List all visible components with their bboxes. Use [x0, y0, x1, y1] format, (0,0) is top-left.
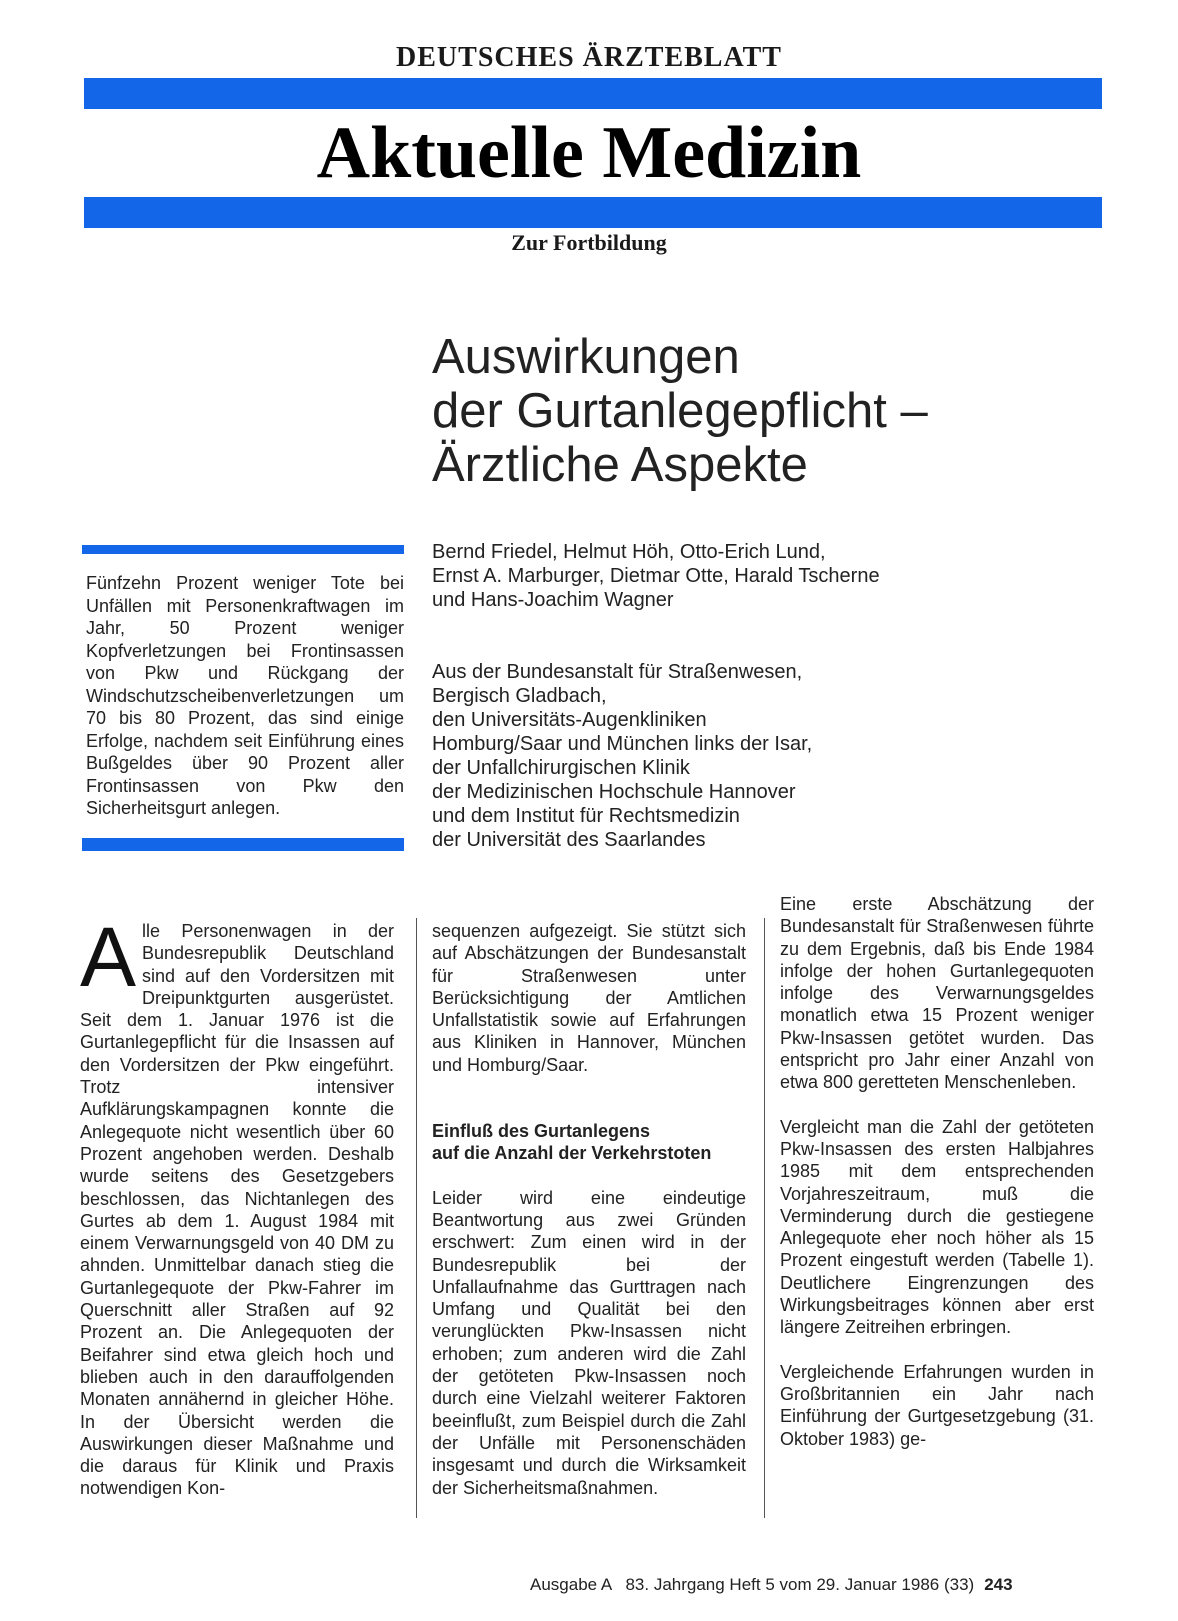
column-divider: [416, 918, 417, 1518]
column-divider: [764, 918, 765, 1518]
paragraph: [80, 910, 394, 1500]
article-title: [432, 330, 1132, 492]
abstract-bar-top: [82, 545, 404, 554]
section-title: Aktuelle Medizin: [316, 112, 862, 194]
paragraph-text: lle Personenwagen in der Bundesrepublik Deutschland sind auf den Vordersitzen mit Dreipunktgurten ausgerüstet. Seit dem 1. Januar 1976 ist die Gurtanlegepflicht für die Insassen auf den Vordersitzen der Pkw eingeführt. Trotz intensiver Aufklärungskampagnen konnte die Anlegequote nicht wesentlich über 60 Prozent angehoben werden. Deshalb wurde seitens des Gesetzgebers beschlossen, das Nichtanlegen des Gurtes ab dem 1. August 1984 mit einem Verwarnungsgeld von 40 DM zu ahnden. Unmittelbar danach stieg die Gurtanlegequote der Pkw-Fahrer im Querschnitt aller Straßen auf 92 Prozent an. Die Anlegequoten der Beifahrer sind etwa gleich hoch und blieben auch in den darauffolgenden Monaten annähernd in gleicher Höhe. In der Übersicht werden die Auswirkungen dieser Maßnahme und die daraus für Klinik und Praxis notwendigen Kon-: [80, 921, 394, 1499]
institution-line: Aus der Bundesanstalt für Straßenwesen,: [432, 661, 803, 683]
abstract-text: Fünfzehn Prozent weniger Tote bei Unfällen mit Personenkraftwagen im Jahr, 50 Prozent weniger Kopfverletzungen bei Frontinsassen von Pkw und Rückgang der Windschutzscheibenverletzungen um 70 bis 80 Prozent, das sind einige Erfolge, nachdem seit Einführung eines Bußgeldes über 90 Prozent aller Frontinsassen von Pkw den Sicherheitsgurt anlegen.: [86, 573, 404, 818]
section-subtitle: Zur Fortbildung: [511, 230, 667, 255]
issue-info: Ausgabe A 83. Jahrgang Heft 5 vom 29. Januar 1986 (33): [530, 1575, 975, 1594]
author-line: und Hans-Joachim Wagner: [432, 589, 674, 611]
title-line: der Gurtanlegepflicht –: [432, 384, 928, 438]
page-footer: [530, 1575, 1013, 1595]
author-line: Bernd Friedel, Helmut Höh, Otto-Erich Lund,: [432, 541, 826, 563]
body-column-3: [780, 893, 1094, 1450]
body-column-1: [80, 910, 394, 1500]
body-column-2: [432, 920, 746, 1499]
institution-line: den Universitäts-Augenkliniken: [432, 709, 707, 731]
institution-line: der Medizinischen Hochschule Hannover: [432, 781, 796, 803]
drop-cap: A: [80, 910, 137, 1004]
section-heading: [432, 1120, 746, 1165]
institution-line: und dem Institut für Rechtsmedizin: [432, 805, 740, 827]
paragraph: Vergleichende Erfahrungen wurden in Großbritannien ein Jahr nach Einführung der Gurtgesetzgebung (31. Oktober 1983) ge-: [780, 1361, 1094, 1449]
paragraph: Vergleicht man die Zahl der getöteten Pkw-Insassen des ersten Halbjahres 1985 mit dem entsprechenden Vorjahreszeitraum, muß die Verminderung durch die gestiegene Anlegequote eher noch höher als 15 Prozent eingestuft werden (Tabelle 1). Deutlichere Eingrenzungen des Wirkungsbeitrages können aber erst längere Zeitreihen erbringen.: [780, 1116, 1094, 1338]
heading-line: Einfluß des Gurtanlegens: [432, 1121, 651, 1142]
page-number: 243: [984, 1575, 1013, 1594]
paragraph: Eine erste Abschätzung der Bundesanstalt für Straßenwesen führte zu dem Ergebnis, daß bis Ende 1984 infolge der hohen Gurtanlegequoten infolge des Verwarnungsgeldes monatlich etwa 15 Prozent weniger Pkw-Insassen getötet wurden. Das entspricht pro Jahr einer Anzahl von etwa 800 geretteten Menschenleben.: [780, 894, 1094, 1093]
header-blue-bar-bottom: [84, 197, 1102, 228]
header-blue-bar-top: [84, 78, 1102, 109]
institution-line: der Universität des Saarlandes: [432, 829, 706, 851]
author-list: [432, 540, 1132, 612]
institution-line: Homburg/Saar und München links der Isar,: [432, 733, 813, 755]
abstract-bar-bottom: [82, 838, 404, 851]
author-line: Ernst A. Marburger, Dietmar Otte, Harald Tscherne: [432, 565, 880, 587]
journal-masthead: DEUTSCHES ÄRZTEBLATT: [396, 42, 782, 73]
institution-list: [432, 660, 1132, 852]
paragraph: sequenzen aufgezeigt. Sie stützt sich auf Abschätzungen der Bundesanstalt für Straßenwesen unter Berücksichtigung der Amtlichen Unfallstatistik sowie auf Erfahrungen aus Kliniken in Hannover, München und Homburg/Saar.: [432, 921, 746, 1075]
institution-line: der Unfallchirurgischen Klinik: [432, 757, 690, 779]
institution-line: Bergisch Gladbach,: [432, 685, 607, 707]
title-line: Ärztliche Aspekte: [432, 438, 808, 492]
paragraph: Leider wird eine eindeutige Beantwortung aus zwei Gründen erschwert: Zum einen wird in der Bundesrepublik bei der Unfallaufnahme das Gurttragen nach Umfang und Qualität bei den verunglückten Pkw-Insassen nicht erhoben; zum anderen wird die Zahl der getöteten Pkw-Insassen noch durch eine Vielzahl weiterer Faktoren beeinflußt, zum Beispiel durch die Zahl der Unfälle mit Personenschäden insgesamt und durch die Wirksamkeit der Sicherheitsmaßnahmen.: [432, 1187, 746, 1498]
title-line: Auswirkungen: [432, 330, 740, 384]
heading-line: auf die Anzahl der Verkehrstoten: [432, 1143, 712, 1164]
